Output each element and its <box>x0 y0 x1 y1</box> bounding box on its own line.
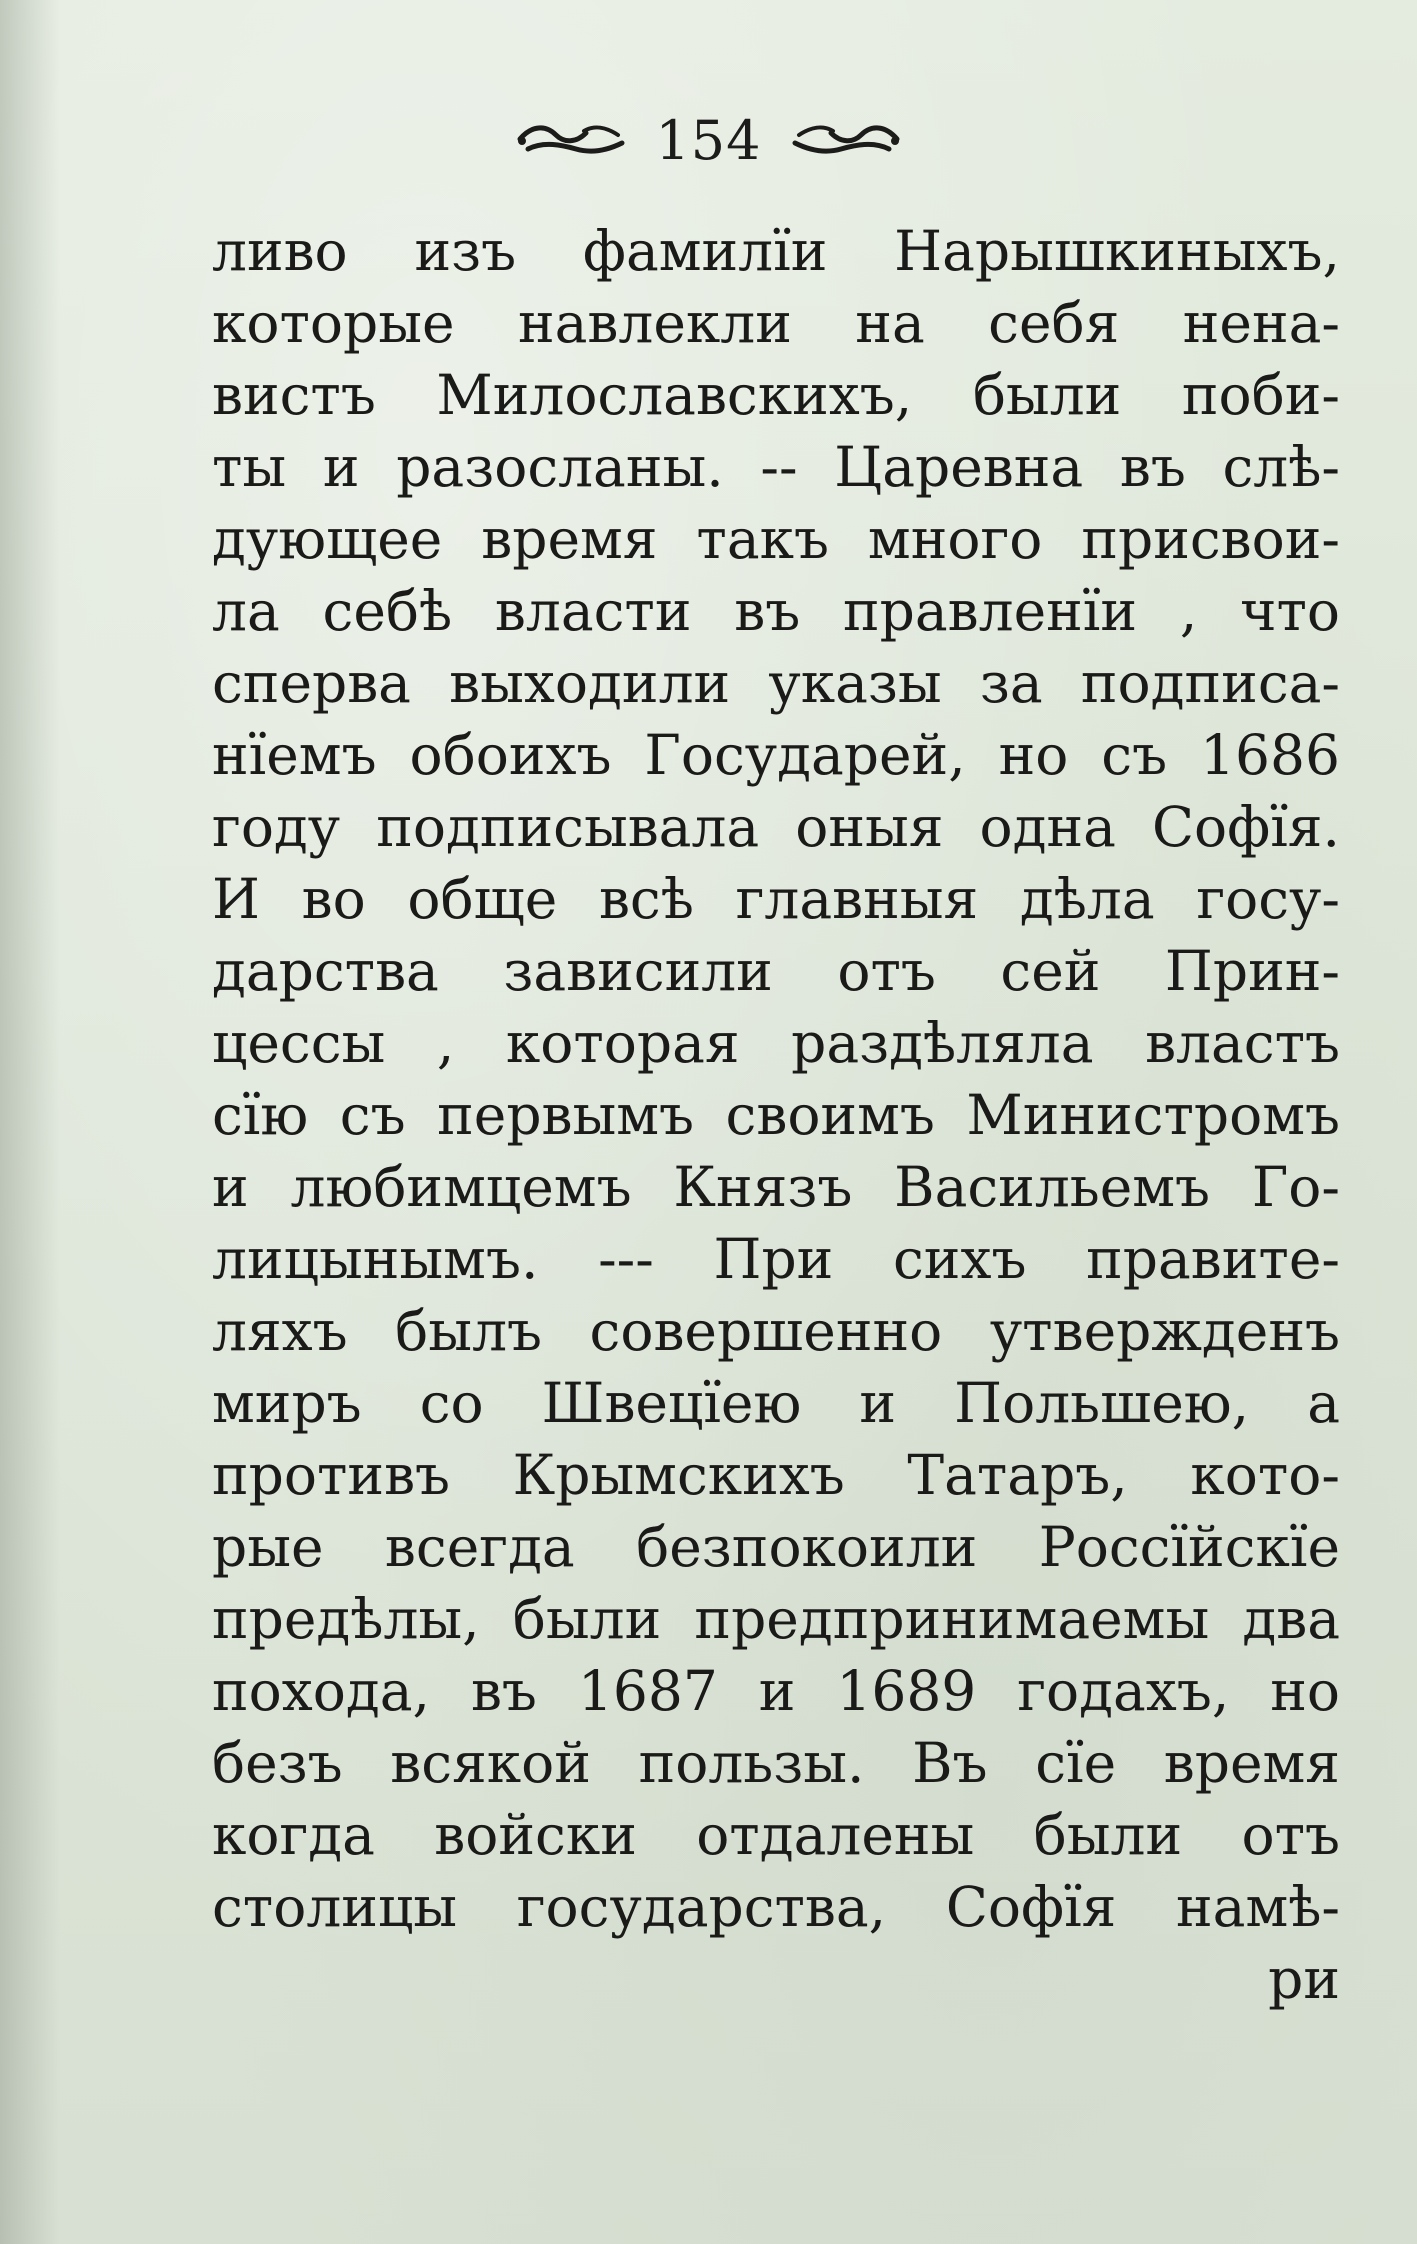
text-line: И во обще всѣ главныя дѣла госу- <box>212 867 1340 931</box>
text-line: ла себѣ власти въ правленïи , что <box>212 579 1340 643</box>
left-ornament-icon <box>514 115 629 165</box>
text-line: сперва выходили указы за подписа- <box>212 651 1340 715</box>
page-number: 154 <box>655 108 762 172</box>
text-line: нïемъ обоихъ Государей, но съ 1686 <box>212 723 1340 787</box>
text-line: похода, въ 1687 и 1689 годахъ, но <box>212 1659 1340 1723</box>
text-line: дарства зависили отъ сей Прин- <box>212 939 1340 1003</box>
text-line: которые навлекли на себя нена- <box>212 291 1340 355</box>
text-line: лицынымъ. --- При сихъ правите- <box>212 1227 1340 1291</box>
text-line: сïю съ первымъ своимъ Министромъ <box>212 1083 1340 1147</box>
text-line: цессы , которая раздѣляла властъ <box>212 1011 1340 1075</box>
text-line: и любимцемъ Князъ Васильемъ Го- <box>212 1155 1340 1219</box>
right-ornament-icon <box>788 115 903 165</box>
body-text <box>212 215 1340 2015</box>
text-line: безъ всякой пользы. Въ сïе время <box>212 1731 1340 1795</box>
text-line: ляхъ былъ совершенно утвержденъ <box>212 1299 1340 1363</box>
catchword: ри <box>1268 1947 1340 2011</box>
page-header <box>0 95 1417 185</box>
text-line: миръ со Швецïею и Польшею, а <box>212 1371 1340 1435</box>
text-line: вистъ Милославскихъ, были поби- <box>212 363 1340 427</box>
text-line: столицы государства, Софïя намѣ- <box>212 1875 1340 1939</box>
text-line: противъ Крымскихъ Татаръ, кото- <box>212 1443 1340 1507</box>
text-line: году подписывала оныя одна Софïя. <box>212 795 1340 859</box>
text-line: ты и разосланы. -- Царевна въ слѣ- <box>212 435 1340 499</box>
text-line: когда войски отдалены были отъ <box>212 1803 1340 1867</box>
gutter-shadow <box>0 0 60 2244</box>
text-line: рые всегда безпокоили Россïйскïе <box>212 1515 1340 1579</box>
text-line: дующее время такъ много присвои- <box>212 507 1340 571</box>
text-line: ливо изъ фамилïи Нарышкиныхъ, <box>212 219 1340 283</box>
text-line: предѣлы, были предпринимаемы два <box>212 1587 1340 1651</box>
